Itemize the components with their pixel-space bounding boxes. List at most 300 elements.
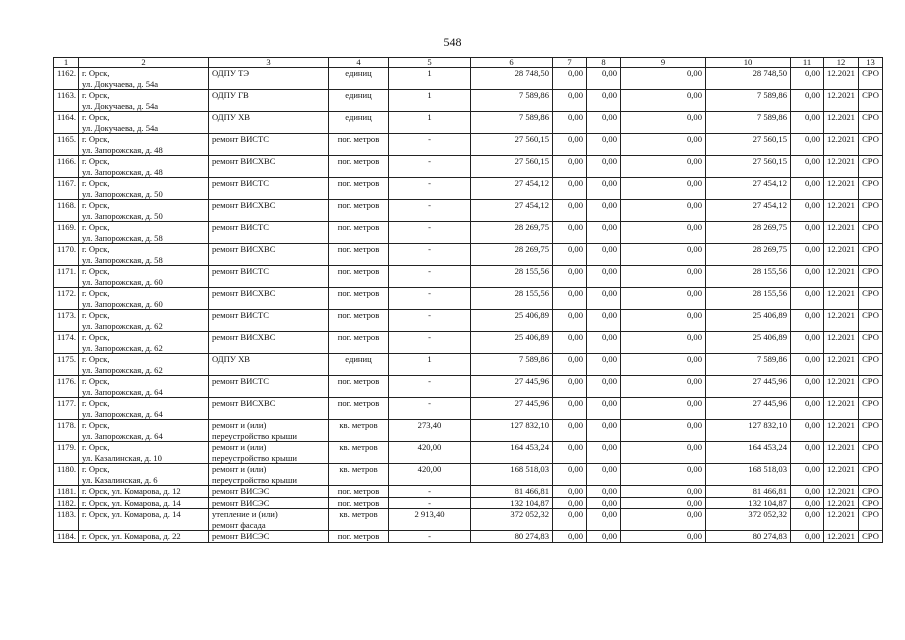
col-8-text: 0,00 [601, 68, 617, 78]
table-row [54, 156, 883, 178]
work-type-text: утепление и (или) ремонт фасада [212, 509, 278, 530]
quantity-text: - [428, 244, 431, 254]
deadline-cell [824, 68, 859, 90]
unit-cell [329, 266, 389, 288]
deadline-cell [824, 222, 859, 244]
contractor-cell [859, 442, 883, 464]
col-7-cell [553, 398, 587, 420]
col-11-text: 0,00 [804, 68, 820, 78]
col-8-cell [587, 200, 621, 222]
col-7-text: 0,00 [567, 354, 583, 364]
deadline-text: 12.2021 [827, 332, 855, 342]
unit-text: пог. метров [337, 288, 380, 298]
contractor-text: СРО [862, 68, 879, 78]
unit-text: кв. метров [339, 442, 378, 452]
unit-text: пог. метров [337, 222, 380, 232]
contractor-cell [859, 376, 883, 398]
col-7-text: 0,00 [567, 244, 583, 254]
deadline-text: 12.2021 [827, 222, 855, 232]
deadline-cell [824, 354, 859, 376]
contractor-text: СРО [862, 200, 879, 210]
total-cost-text: 81 466,81 [514, 486, 549, 496]
col-11-cell [791, 531, 824, 543]
address-text: г. Орск, ул. Запорожская, д. 50 [82, 200, 163, 221]
col-11-cell [791, 90, 824, 112]
col-9-text: 0,00 [686, 442, 702, 452]
col-11-text: 0,00 [804, 332, 820, 342]
row-number-cell [54, 156, 79, 178]
work-type-cell [209, 200, 329, 222]
deadline-cell [824, 376, 859, 398]
work-type-cell [209, 112, 329, 134]
col-11-cell [791, 200, 824, 222]
work-type-text: ОДПУ ГВ [212, 90, 249, 100]
contractor-text: СРО [862, 486, 879, 496]
table-row [54, 288, 883, 310]
address-cell [79, 68, 209, 90]
col-10-text: 28 155,56 [752, 266, 787, 276]
col-8-text: 0,00 [601, 442, 617, 452]
work-type-cell [209, 332, 329, 354]
col-11-cell [791, 244, 824, 266]
contractor-text: СРО [862, 376, 879, 386]
total-cost-cell [471, 68, 553, 90]
quantity-cell [389, 178, 471, 200]
total-cost-cell [471, 531, 553, 543]
quantity-text: - [428, 310, 431, 320]
work-type-cell [209, 354, 329, 376]
total-cost-cell [471, 486, 553, 498]
contractor-cell [859, 112, 883, 134]
col-8-text: 0,00 [601, 156, 617, 166]
col-11-cell [791, 156, 824, 178]
col-8-text: 0,00 [601, 244, 617, 254]
col-9-text: 0,00 [686, 244, 702, 254]
contractor-cell [859, 178, 883, 200]
address-cell [79, 266, 209, 288]
work-type-cell [209, 310, 329, 332]
table-row [54, 222, 883, 244]
col-7-cell [553, 442, 587, 464]
col-7-cell [553, 531, 587, 543]
col-8-cell [587, 68, 621, 90]
unit-cell [329, 531, 389, 543]
col-10-cell [706, 244, 791, 266]
address-text: г. Орск, ул. Запорожская, д. 62 [82, 332, 163, 353]
total-cost-cell [471, 509, 553, 531]
col-10-cell [706, 376, 791, 398]
col-7-cell [553, 486, 587, 498]
col-9-cell [621, 266, 706, 288]
col-10-text: 25 406,89 [752, 310, 787, 320]
col-10-cell [706, 332, 791, 354]
quantity-cell [389, 68, 471, 90]
row-number-text: 1168. [57, 200, 77, 210]
contractor-cell [859, 222, 883, 244]
address-cell [79, 178, 209, 200]
unit-text: кв. метров [339, 464, 378, 474]
col-11-cell [791, 376, 824, 398]
deadline-text: 12.2021 [827, 156, 855, 166]
col-9-text: 0,00 [686, 288, 702, 298]
unit-text: единиц [345, 68, 372, 78]
deadline-text: 12.2021 [827, 310, 855, 320]
page-number: 548 [443, 35, 462, 49]
col-9-cell [621, 112, 706, 134]
address-text: г. Орск, ул. Запорожская, д. 58 [82, 222, 163, 243]
col-8-cell [587, 332, 621, 354]
address-cell [79, 486, 209, 498]
contractor-cell [859, 497, 883, 509]
deadline-cell [824, 200, 859, 222]
col-10-text: 27 445,96 [752, 376, 787, 386]
unit-cell [329, 420, 389, 442]
column-number-row [54, 58, 883, 68]
col-11-cell [791, 68, 824, 90]
deadline-text: 12.2021 [827, 497, 855, 508]
work-type-cell [209, 222, 329, 244]
quantity-text: - [428, 288, 431, 298]
quantity-cell [389, 244, 471, 266]
unit-text: пог. метров [337, 310, 380, 320]
unit-text: пог. метров [337, 376, 380, 386]
col-9-text: 0,00 [686, 376, 702, 386]
col-7-text: 0,00 [567, 486, 583, 496]
quantity-cell [389, 486, 471, 498]
col-11-cell [791, 288, 824, 310]
unit-cell [329, 222, 389, 244]
unit-text: единиц [345, 90, 372, 100]
row-number-cell [54, 464, 79, 486]
col-9-cell [621, 156, 706, 178]
table-row [54, 332, 883, 354]
table-row [54, 398, 883, 420]
unit-cell [329, 497, 389, 509]
col-8-cell [587, 376, 621, 398]
row-number-cell [54, 288, 79, 310]
quantity-text: 1 [427, 68, 432, 78]
address-text: г. Орск, ул. Казалинская, д. 6 [82, 464, 158, 485]
contractor-cell [859, 156, 883, 178]
col-10-text: 127 832,10 [748, 420, 787, 430]
col-11-text: 0,00 [804, 442, 820, 452]
col-8-cell [587, 222, 621, 244]
row-number-text: 1182. [57, 497, 77, 508]
total-cost-cell [471, 112, 553, 134]
unit-cell [329, 178, 389, 200]
col-10-cell [706, 442, 791, 464]
total-cost-text: 27 560,15 [514, 156, 549, 166]
total-cost-text: 27 445,96 [514, 398, 549, 408]
col-9-cell [621, 354, 706, 376]
total-cost-text: 28 155,56 [514, 288, 549, 298]
unit-text: пог. метров [337, 486, 380, 496]
address-cell [79, 90, 209, 112]
col-7-text: 0,00 [567, 332, 583, 342]
total-cost-cell [471, 376, 553, 398]
quantity-text: - [428, 486, 431, 496]
total-cost-text: 28 269,75 [514, 244, 549, 254]
unit-cell [329, 90, 389, 112]
contractor-text: СРО [862, 442, 879, 452]
deadline-text: 12.2021 [827, 134, 855, 144]
col-9-cell [621, 442, 706, 464]
quantity-text: - [428, 332, 431, 342]
col-11-text: 0,00 [804, 464, 820, 474]
work-type-cell [209, 509, 329, 531]
contractor-cell [859, 90, 883, 112]
col-11-text: 0,00 [804, 376, 820, 386]
quantity-cell [389, 222, 471, 244]
col-8-text: 0,00 [601, 310, 617, 320]
work-type-cell [209, 442, 329, 464]
unit-text: кв. метров [339, 420, 378, 430]
col-7-cell [553, 222, 587, 244]
contractor-cell [859, 354, 883, 376]
col-9-cell [621, 310, 706, 332]
col-9-text: 0,00 [686, 266, 702, 276]
quantity-cell [389, 354, 471, 376]
row-number-cell [54, 112, 79, 134]
col-8-text: 0,00 [601, 288, 617, 298]
col-9-cell [621, 486, 706, 498]
col-7-cell [553, 90, 587, 112]
col-9-cell [621, 398, 706, 420]
row-number-text: 1180. [57, 464, 77, 474]
col-8-text: 0,00 [601, 112, 617, 122]
deadline-cell [824, 134, 859, 156]
contractor-text: СРО [862, 288, 879, 298]
unit-text: пог. метров [337, 156, 380, 166]
col-10-text: 80 274,83 [752, 531, 787, 541]
deadline-text: 12.2021 [827, 420, 855, 430]
quantity-cell [389, 442, 471, 464]
quantity-cell [389, 310, 471, 332]
col-7-text: 0,00 [567, 222, 583, 232]
contractor-text: СРО [862, 354, 879, 364]
col-8-cell [587, 398, 621, 420]
unit-text: пог. метров [337, 134, 380, 144]
work-type-cell [209, 156, 329, 178]
quantity-cell [389, 509, 471, 531]
work-type-text: ремонт ВИСЭС [212, 486, 270, 496]
col-10-text: 132 104,87 [748, 497, 787, 508]
col-7-cell [553, 200, 587, 222]
deadline-text: 12.2021 [827, 178, 855, 188]
total-cost-cell [471, 288, 553, 310]
col-9-text: 0,00 [686, 464, 702, 474]
row-number-text: 1167. [57, 178, 77, 188]
contractor-text: СРО [862, 90, 879, 100]
row-number-text: 1173. [57, 310, 77, 320]
work-type-cell [209, 497, 329, 509]
col-9-cell [621, 200, 706, 222]
col-8-cell [587, 134, 621, 156]
column-number-12: 12 [824, 58, 859, 68]
table-row [54, 200, 883, 222]
col-9-text: 0,00 [686, 178, 702, 188]
col-10-cell [706, 288, 791, 310]
unit-cell [329, 509, 389, 531]
col-7-text: 0,00 [567, 398, 583, 408]
work-type-cell [209, 244, 329, 266]
row-number-text: 1172. [57, 288, 77, 298]
col-9-cell [621, 531, 706, 543]
column-number-2: 2 [79, 58, 209, 68]
col-9-text: 0,00 [686, 420, 702, 430]
col-9-text: 0,00 [686, 354, 702, 364]
col-8-cell [587, 244, 621, 266]
row-number-cell [54, 200, 79, 222]
total-cost-cell [471, 310, 553, 332]
col-7-cell [553, 266, 587, 288]
work-type-text: ремонт и (или) переустройство крыши [212, 442, 297, 463]
work-type-cell [209, 531, 329, 543]
work-type-text: ремонт ВИСТС [212, 376, 270, 386]
col-8-cell [587, 420, 621, 442]
col-10-text: 7 589,86 [756, 90, 787, 100]
deadline-cell [824, 420, 859, 442]
col-8-text: 0,00 [601, 398, 617, 408]
unit-text: единиц [345, 112, 372, 122]
deadline-cell [824, 266, 859, 288]
col-10-cell [706, 266, 791, 288]
address-text: г. Орск, ул. Запорожская, д. 64 [82, 376, 163, 397]
address-cell [79, 442, 209, 464]
total-cost-cell [471, 398, 553, 420]
work-type-cell [209, 266, 329, 288]
contractor-text: СРО [862, 222, 879, 232]
unit-cell [329, 376, 389, 398]
col-11-text: 0,00 [804, 486, 820, 496]
table-row [54, 178, 883, 200]
row-number-text: 1184. [57, 531, 77, 541]
col-8-text: 0,00 [601, 376, 617, 386]
total-cost-cell [471, 354, 553, 376]
row-number-cell [54, 531, 79, 543]
contractor-text: СРО [862, 244, 879, 254]
col-8-cell [587, 266, 621, 288]
col-10-cell [706, 497, 791, 509]
address-text: г. Орск, ул. Запорожская, д. 48 [82, 156, 163, 177]
col-7-cell [553, 156, 587, 178]
work-type-text: ремонт ВИСХВС [212, 398, 276, 408]
col-10-text: 164 453,24 [748, 442, 787, 452]
col-9-cell [621, 332, 706, 354]
col-7-cell [553, 112, 587, 134]
col-8-text: 0,00 [601, 497, 617, 508]
col-10-cell [706, 310, 791, 332]
deadline-text: 12.2021 [827, 398, 855, 408]
col-11-cell [791, 222, 824, 244]
unit-cell [329, 398, 389, 420]
deadline-text: 12.2021 [827, 68, 855, 78]
work-type-text: ремонт и (или) переустройство крыши [212, 464, 297, 485]
column-number-11: 11 [791, 58, 824, 68]
col-10-text: 28 748,50 [752, 68, 787, 78]
col-7-cell [553, 288, 587, 310]
col-10-cell [706, 222, 791, 244]
col-7-cell [553, 68, 587, 90]
deadline-cell [824, 486, 859, 498]
col-11-text: 0,00 [804, 222, 820, 232]
col-8-cell [587, 288, 621, 310]
col-7-text: 0,00 [567, 90, 583, 100]
table-row [54, 509, 883, 531]
quantity-text: - [428, 134, 431, 144]
col-10-text: 25 406,89 [752, 332, 787, 342]
row-number-text: 1174. [57, 332, 77, 342]
deadline-text: 12.2021 [827, 376, 855, 386]
col-10-text: 28 155,56 [752, 288, 787, 298]
total-cost-cell [471, 497, 553, 509]
work-type-text: ремонт ВИСЭС [212, 497, 270, 508]
table-row [54, 486, 883, 498]
row-number-text: 1169. [57, 222, 77, 232]
quantity-text: 420,00 [417, 464, 442, 474]
contractor-cell [859, 200, 883, 222]
col-10-text: 27 454,12 [752, 178, 787, 188]
row-number-cell [54, 420, 79, 442]
address-cell [79, 244, 209, 266]
work-type-text: ремонт ВИСХВС [212, 244, 276, 254]
deadline-cell [824, 90, 859, 112]
contractor-cell [859, 134, 883, 156]
deadline-cell [824, 531, 859, 543]
table-row [54, 531, 883, 543]
total-cost-cell [471, 244, 553, 266]
row-number-cell [54, 497, 79, 509]
table-row [54, 420, 883, 442]
deadline-text: 12.2021 [827, 200, 855, 210]
contractor-text: СРО [862, 178, 879, 188]
col-11-text: 0,00 [804, 497, 820, 508]
address-text: г. Орск, ул. Комарова, д. 14 [82, 497, 181, 508]
col-8-cell [587, 509, 621, 531]
quantity-cell [389, 332, 471, 354]
col-7-text: 0,00 [567, 376, 583, 386]
table-row [54, 354, 883, 376]
deadline-text: 12.2021 [827, 442, 855, 452]
address-text: г. Орск, ул. Казалинская, д. 10 [82, 442, 162, 463]
unit-cell [329, 200, 389, 222]
col-10-text: 168 518,03 [748, 464, 787, 474]
column-number-8: 8 [587, 58, 621, 68]
col-11-cell [791, 266, 824, 288]
col-9-text: 0,00 [686, 90, 702, 100]
table-row [54, 464, 883, 486]
col-7-cell [553, 464, 587, 486]
quantity-text: 2 913,40 [414, 509, 445, 519]
col-9-text: 0,00 [686, 398, 702, 408]
total-cost-text: 168 518,03 [510, 464, 549, 474]
col-10-cell [706, 398, 791, 420]
address-text: г. Орск, ул. Запорожская, д. 60 [82, 288, 163, 309]
quantity-text: - [428, 200, 431, 210]
col-7-text: 0,00 [567, 178, 583, 188]
total-cost-cell [471, 134, 553, 156]
table-row [54, 134, 883, 156]
work-type-text: ремонт ВИСТС [212, 310, 270, 320]
col-11-text: 0,00 [804, 178, 820, 188]
col-7-cell [553, 134, 587, 156]
col-10-cell [706, 420, 791, 442]
row-number-cell [54, 376, 79, 398]
col-10-text: 7 589,86 [756, 354, 787, 364]
row-number-text: 1181. [57, 486, 77, 496]
table-row [54, 112, 883, 134]
row-number-cell [54, 354, 79, 376]
